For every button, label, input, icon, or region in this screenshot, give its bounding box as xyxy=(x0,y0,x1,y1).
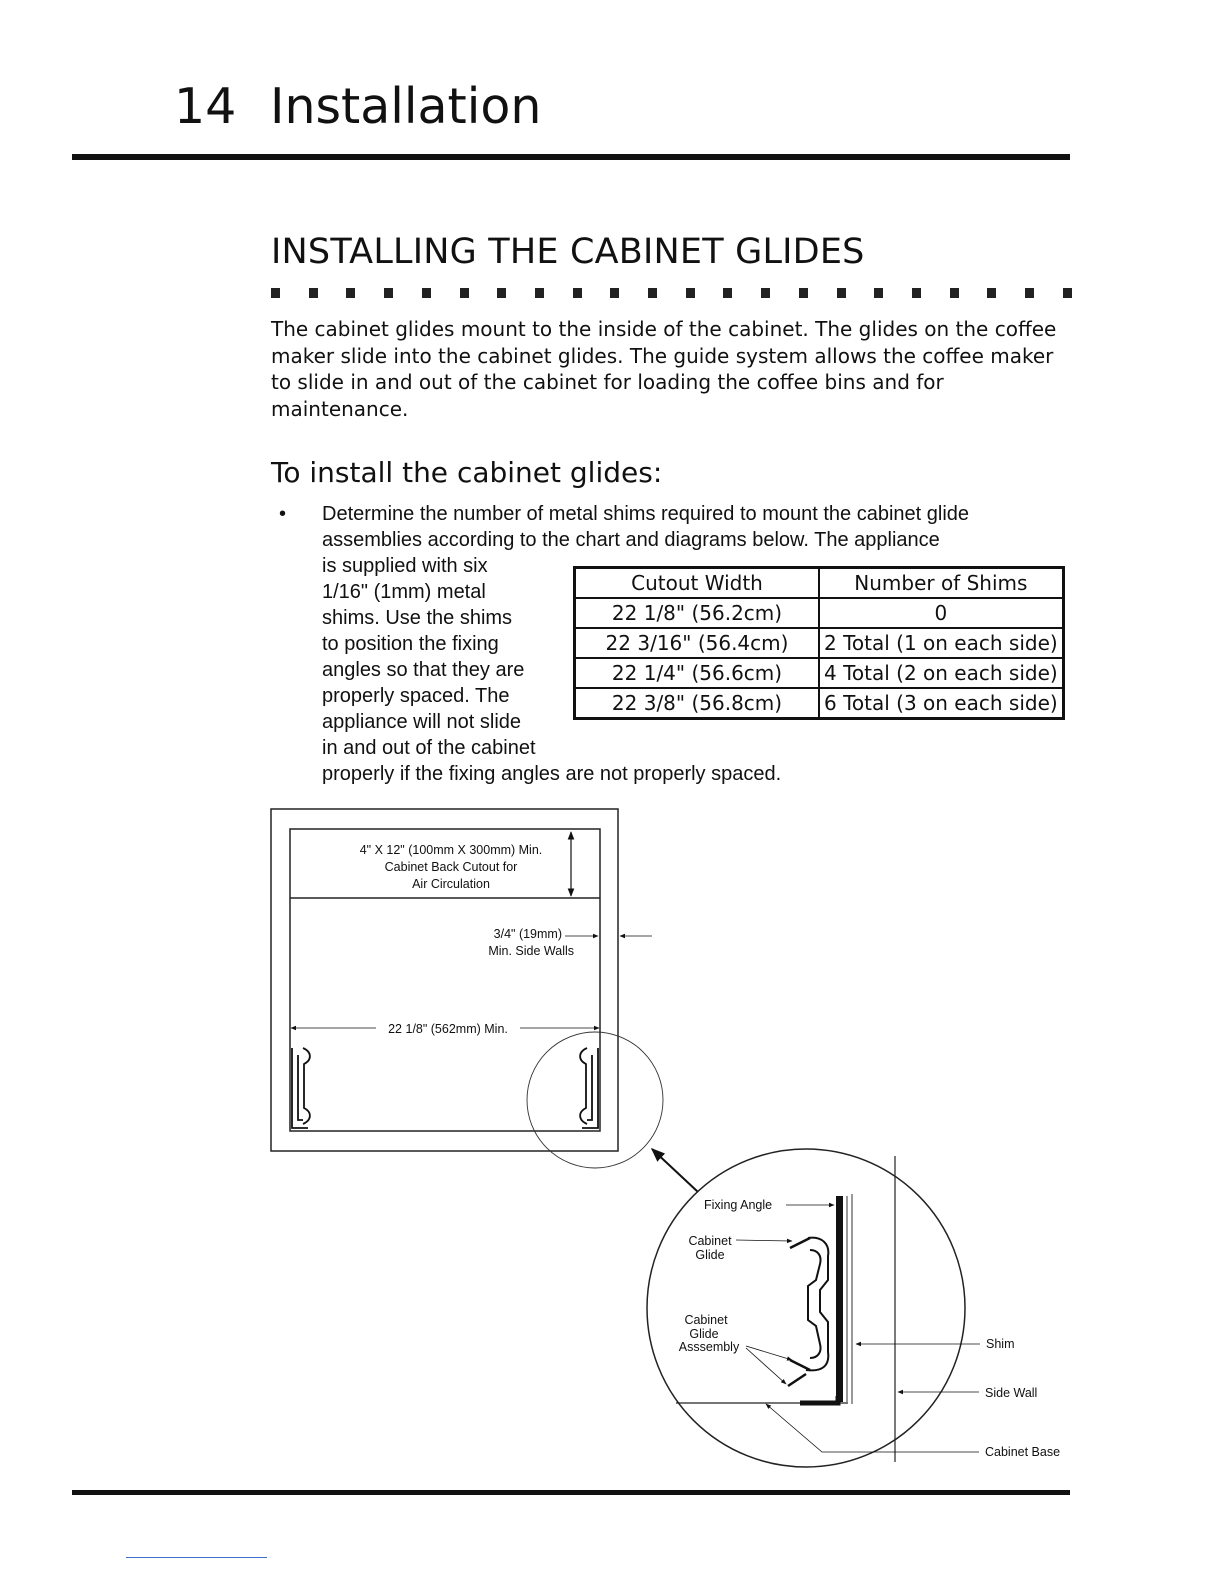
divider-dot xyxy=(1063,288,1072,298)
assembly-label-line1: Cabinet xyxy=(684,1313,728,1327)
glide-assembly-inner xyxy=(808,1250,821,1358)
assembly-label-line2: Glide xyxy=(689,1327,719,1341)
page-header xyxy=(174,78,541,135)
cabinet-glide-pointer xyxy=(736,1240,792,1241)
table-cell: 6 Total (3 on each side) xyxy=(819,688,1063,719)
fixing-angle-label: Fixing Angle xyxy=(704,1198,773,1212)
bullet-line: angles so that they are xyxy=(322,659,525,681)
divider-dot xyxy=(497,288,506,298)
table-row xyxy=(575,658,1064,688)
shim-label: Shim xyxy=(986,1337,1015,1351)
side-walls-label-line2: Min. Side Walls xyxy=(488,944,574,958)
divider-dot xyxy=(723,288,732,298)
width-label: 22 1/8" (562mm) Min. xyxy=(388,1022,508,1036)
cutout-label-line1: 4" X 12" (100mm X 300mm) Min. xyxy=(359,843,543,857)
table-cell: 4 Total (2 on each side) xyxy=(819,658,1063,688)
fixing-angle-foot xyxy=(800,1396,838,1403)
detail-circle xyxy=(647,1149,965,1467)
divider-dot xyxy=(271,288,280,298)
table-cell: 22 3/16" (56.4cm) xyxy=(575,628,820,658)
table-row xyxy=(575,598,1064,628)
divider-dot xyxy=(384,288,393,298)
bullet-line: properly spaced. The xyxy=(322,685,510,707)
cutout-label-line3: Air Circulation xyxy=(412,877,490,891)
bullet-line: properly if the fixing angles are not properly spaced. xyxy=(322,763,782,785)
fixing-angle-bar xyxy=(836,1196,843,1402)
left-glide-bracket xyxy=(292,1048,310,1128)
table-row xyxy=(575,628,1064,658)
footer-rule xyxy=(72,1490,1070,1495)
divider-dot xyxy=(837,288,846,298)
divider-dot xyxy=(309,288,318,298)
assembly-pointer-1 xyxy=(746,1346,792,1360)
detail-callout-circle xyxy=(527,1032,663,1168)
divider-dot xyxy=(912,288,921,298)
assembly-pointer-2 xyxy=(746,1348,786,1384)
assembly-label-line3: Asssembly xyxy=(678,1340,740,1354)
bullet-line: appliance will not slide xyxy=(322,711,522,733)
glide-clips xyxy=(788,1238,810,1386)
glide-detail-view xyxy=(647,1149,1060,1467)
table-cell: 22 1/8" (56.2cm) xyxy=(575,598,820,628)
divider-dot xyxy=(987,288,996,298)
divider-dot xyxy=(346,288,355,298)
divider-dot xyxy=(799,288,808,298)
table-cell: 0 xyxy=(819,598,1063,628)
divider-dot xyxy=(460,288,469,298)
column-header: Number of Shims xyxy=(819,568,1063,599)
bullet-line: assemblies according to the chart and diagrams below. The appliance xyxy=(322,529,940,551)
page-title: INSTALLING THE CABINET GLIDES xyxy=(271,232,865,272)
divider-dot xyxy=(648,288,657,298)
divider-dot xyxy=(761,288,770,298)
shim-table xyxy=(573,566,1065,720)
bullet-line: 1/16" (1mm) metal xyxy=(322,581,486,603)
bullet-line: is supplied with six xyxy=(322,555,488,577)
bullet-line: in and out of the cabinet xyxy=(322,737,536,759)
cutout-label-line2: Cabinet Back Cutout for xyxy=(384,860,518,874)
cabinet-base-pointer xyxy=(766,1404,979,1452)
side-walls-label-line1: 3/4" (19mm) xyxy=(493,927,562,941)
detail-pointer-arrow xyxy=(652,1149,698,1192)
divider-dot xyxy=(1025,288,1034,298)
divider-dot xyxy=(573,288,582,298)
section-subheading: To install the cabinet glides: xyxy=(271,456,663,489)
intro-paragraph: The cabinet glides mount to the inside of the cabinet. The glides on the coffee maker slide into the cabinet glides. The guide system allows the coffee maker to slide in and out of the cabinet for loading the coffee bins and for maintenance. xyxy=(271,317,1057,421)
column-header: Cutout Width xyxy=(575,568,820,599)
bullet-line: shims. Use the shims xyxy=(322,607,513,629)
dotted-divider xyxy=(271,288,1071,300)
cabinet-glide-label-line2: Glide xyxy=(695,1248,725,1262)
cabinet-glide-label-line1: Cabinet xyxy=(688,1234,732,1248)
header-rule xyxy=(72,154,1070,160)
cabinet-front-view xyxy=(271,809,698,1192)
footer-underline xyxy=(126,1557,267,1558)
cabinet-base-label: Cabinet Base xyxy=(985,1445,1061,1459)
table-header-row xyxy=(575,568,1064,599)
divider-dot xyxy=(535,288,544,298)
table-cell: 2 Total (1 on each side) xyxy=(819,628,1063,658)
glide-assembly-outer xyxy=(806,1238,828,1371)
bullet-line: to position the fixing xyxy=(322,633,499,655)
bullet-line: Determine the number of metal shims required to mount the cabinet glide xyxy=(322,503,970,525)
divider-dot xyxy=(686,288,695,298)
side-wall-label: Side Wall xyxy=(985,1386,1038,1400)
bullet-marker: • xyxy=(279,503,287,525)
table-cell: 22 1/4" (56.6cm) xyxy=(575,658,820,688)
divider-dot xyxy=(422,288,431,298)
divider-dot xyxy=(610,288,619,298)
cabinet-outer-frame xyxy=(271,809,618,1151)
right-glide-bracket xyxy=(580,1048,598,1128)
table-cell: 22 3/8" (56.8cm) xyxy=(575,688,820,719)
page-number: 14 xyxy=(174,78,237,135)
divider-dot xyxy=(874,288,883,298)
section-title: Installation xyxy=(270,78,542,135)
cabinet-inner-frame xyxy=(290,829,600,1131)
divider-dot xyxy=(950,288,959,298)
table-row xyxy=(575,688,1064,719)
